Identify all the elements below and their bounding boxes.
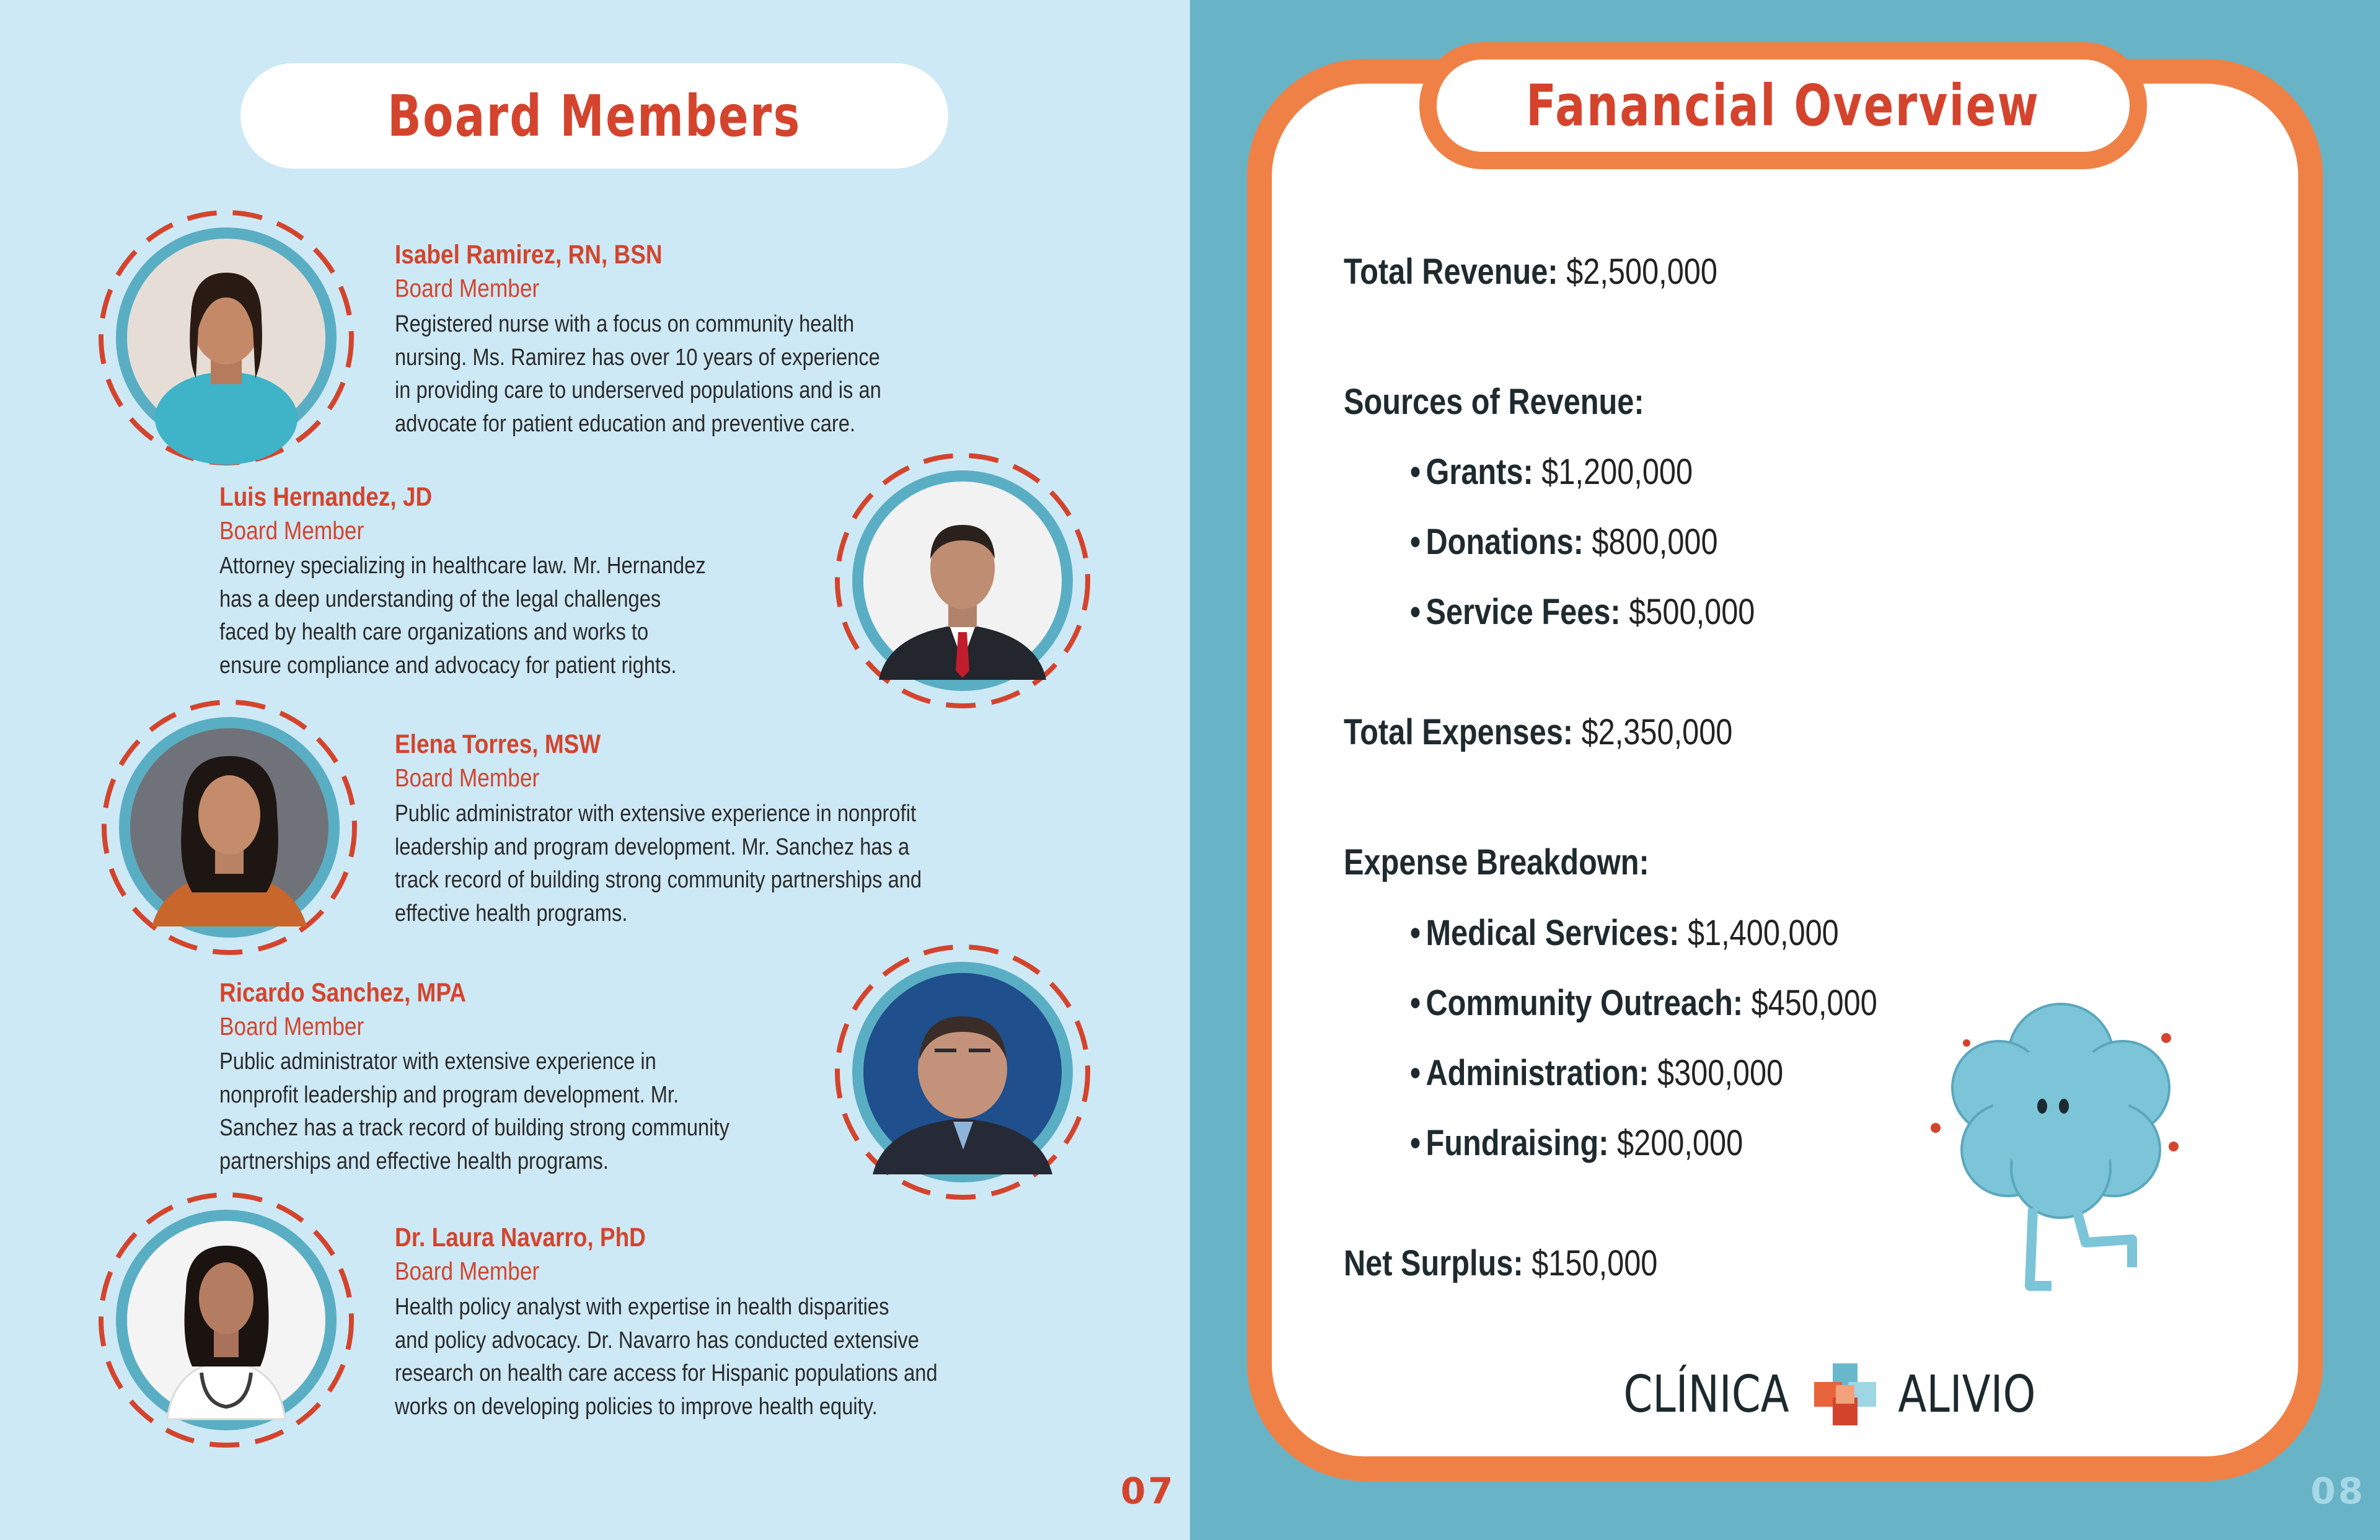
member-role: Board Member [395,274,540,302]
source-label: Donations: [1426,522,1584,562]
source-label: Service Fees: [1426,592,1621,632]
member-role: Board Member [219,516,364,545]
total-expenses-label: Total Expenses: [1344,712,1574,752]
source-item: • Grants: $1,200,000 [1410,452,1693,492]
expense-item: • Fundraising: $200,000 [1410,1123,1743,1163]
board-members-title-pill [240,63,948,169]
expense-value: $200,000 [1617,1123,1743,1163]
source-item: • Donations: $800,000 [1410,522,1718,562]
member-role: Board Member [395,763,540,792]
expense-value: $1,400,000 [1687,913,1839,953]
total-expenses-value: $2,350,000 [1581,712,1733,752]
source-value: $1,200,000 [1541,452,1693,492]
total-revenue-value: $2,500,000 [1566,252,1718,292]
sources-heading [1344,381,1644,423]
source-item: • Service Fees: $500,000 [1410,592,1755,632]
expense-label: Medical Services: [1426,913,1680,953]
member-bio: Health policy analyst with expertise in health disparities and policy advocacy. Dr. Navarro has conducted extensive research on health care access for Hispanic populations and works on developing policies to improve health equity. [395,1294,938,1420]
member-bio: Attorney specializing in healthcare law. Mr. Hernandez has a deep understanding of the legal challenges faced by health care organizations and works to ensure compliance and advocacy for patient rights. [219,553,706,679]
expense-item: • Administration: $300,000 [1410,1053,1784,1093]
net-surplus-label: Net Surplus: [1344,1243,1523,1283]
portrait-elena-torres [96,694,363,961]
source-label: Grants: [1426,452,1533,492]
member-name: Dr. Laura Navarro, PhD [395,1223,646,1252]
expense-heading [1344,842,1649,883]
member-name: Elena Torres, MSW [395,729,601,759]
source-value: $800,000 [1592,522,1718,562]
portrait-laura-navarro [93,1187,359,1453]
member-bio: Public administrator with extensive experience in nonprofit leadership and program development. Mr. Sanchez has a track record of building strong community partnerships and effective health programs. [219,1049,729,1174]
total-expenses-line [1344,711,1732,753]
member-bio: Public administrator with extensive experience in nonprofit leadership and program development. Mr. Sanchez has a track record of building strong community partnerships and effective health programs. [395,801,922,926]
expense-value: $450,000 [1751,983,1877,1023]
total-revenue-label: Total Revenue: [1344,252,1558,292]
clinic-cross-logo-icon [1811,1360,1879,1428]
source-value: $500,000 [1629,592,1755,632]
expense-label: Community Outreach: [1426,983,1743,1023]
expense-value: $300,000 [1657,1053,1784,1093]
expense-label: Administration: [1426,1053,1649,1093]
net-surplus-value: $150,000 [1532,1243,1658,1283]
sources-heading-text: Sources of Revenue: [1344,382,1644,422]
member-name: Luis Hernandez, JD [219,482,433,512]
clinica-alivio-logo [1605,1360,2051,1428]
portrait-ricardo-sanchez [829,939,1096,1205]
expense-label: Fundraising: [1426,1123,1609,1163]
cloud-mascot-icon [1918,988,2203,1311]
page-number: 07 [1121,1470,1176,1512]
financial-title-pill [1419,42,2147,169]
logo-word-right: ALIVIO [1898,1365,2036,1424]
member-bio: Registered nurse with a focus on community health nursing. Ms. Ramirez has over 10 years of experience in providing care to underserved populations and is an advocate for patient education and preventive care. [395,311,881,437]
net-surplus-line [1344,1243,1657,1284]
member-role: Board Member [395,1257,540,1285]
page-title: Fanancial Overview [1526,73,2040,139]
total-revenue-line [1344,251,1717,293]
logo-word-left: CLÍNICA [1623,1365,1789,1424]
expense-item: • Community Outreach: $450,000 [1410,983,1877,1023]
page-title: Board Members [387,82,801,149]
member-name: Ricardo Sanchez, MPA [219,978,466,1008]
expense-item: • Medical Services: $1,400,000 [1410,913,1839,953]
portrait-isabel-ramirez [93,205,359,471]
member-name: Isabel Ramirez, RN, BSN [395,240,663,270]
portrait-luis-hernandez [829,447,1096,714]
page-number: 08 [2311,1470,2366,1512]
expense-heading-text: Expense Breakdown: [1344,842,1649,882]
member-role: Board Member [219,1012,364,1041]
